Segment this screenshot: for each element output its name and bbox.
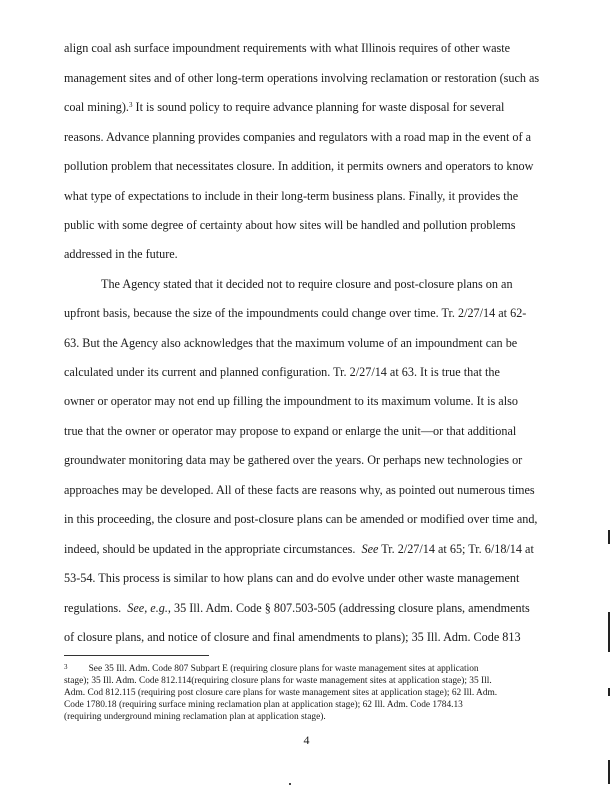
footnote-ref-3: 3	[128, 101, 133, 109]
footnote-line-4: Code 1780.18 (requiring surface mining reclamation plan at application stage); 62 Ill. Adm. Code 1784.13	[64, 700, 463, 710]
body-line-11: 63. But the Agency also acknowledges that the maximum volume of an impoundment can be	[64, 336, 518, 350]
citation-signal-see: See	[361, 542, 379, 556]
body-line-8: addressed in the future.	[64, 247, 178, 261]
body-line-18	[64, 542, 534, 556]
footnote-line-2: stage); 35 Ill. Adm. Code 812.114(requiring closure plans for waste management sites at application stage); 35 Ill.	[64, 676, 492, 686]
body-line-20-start: regulations.	[64, 601, 122, 615]
body-line-18-rest: Tr. 2/27/14 at 65; Tr. 6/18/14 at	[378, 542, 534, 556]
body-line-16: approaches may be developed. All of these facts are reasons why, as pointed out numerous times	[64, 483, 535, 497]
footnote-line-1	[64, 664, 479, 675]
body-line-17: in this proceeding, the closure and post-closure plans can be amended or modified over time and,	[64, 512, 538, 526]
body-line-18-start: indeed, should be updated in the appropriate circumstances.	[64, 542, 356, 556]
body-line-20	[64, 601, 530, 615]
scan-edge-mark-4	[608, 760, 610, 784]
scan-edge-mark-2	[608, 612, 610, 652]
body-line-2: management sites and of other long-term operations involving reclamation or restoration (such as	[64, 71, 540, 85]
body-line-12: calculated under its current and planned configuration. Tr. 2/27/14 at 63. It is true that the	[64, 365, 500, 379]
body-line-15: groundwater monitoring data may be gathered over the years. Or perhaps new technologies or	[64, 453, 523, 467]
body-line-20-rest: , 35 Ill. Adm. Code § 807.503-505 (addressing closure plans, amendments	[167, 601, 530, 615]
body-line-21: of closure plans, and notice of closure and final amendments to plans); 35 Ill. Adm. Code 813	[64, 630, 521, 644]
body-line-10: upfront basis, because the size of the impoundments could change over time. Tr. 2/27/14 at 62-	[64, 306, 527, 320]
body-line-1: align coal ash surface impoundment requirements with what Illinois requires of other waste	[64, 41, 511, 55]
body-line-3-start: coal mining).	[64, 100, 129, 114]
scan-edge-mark-1	[608, 530, 610, 544]
body-line-3	[64, 100, 504, 114]
footnote-separator	[64, 655, 209, 656]
body-line-19: 53-54. This process is similar to how plans can and do evolve under other waste management	[64, 571, 520, 585]
footnote-line-1-text: See 35 Ill. Adm. Code 807 Subpart E (requiring closure plans for waste management sites at application	[88, 664, 479, 674]
body-line-5: pollution problem that necessitates closure. In addition, it permits owners and operators to know	[64, 159, 534, 173]
body-line-7: public with some degree of certainty about how sites will be handled and pollution problems	[64, 218, 516, 232]
body-line-3-rest: It is sound policy to require advance planning for waste disposal for several	[132, 100, 505, 114]
scan-speck	[289, 783, 291, 785]
body-line-9: The Agency stated that it decided not to require closure and post-closure plans on an	[101, 277, 513, 291]
body-line-13: owner or operator may not end up filling the impoundment to its maximum volume. It is also	[64, 394, 518, 408]
body-line-6: what type of expectations to include in their long-term business plans. Finally, it provides the	[64, 189, 519, 203]
citation-signal-see-eg: See, e.g.	[127, 601, 168, 615]
body-line-4: reasons. Advance planning provides companies and regulators with a road map in the event of a	[64, 130, 532, 144]
footnote-line-5: (requiring underground mining reclamation plan at application stage).	[64, 712, 326, 722]
body-line-14: true that the owner or operator may propose to expand or enlarge the unit—or that additional	[64, 424, 517, 438]
page-number: 4	[303, 733, 310, 747]
footnote-marker: 3	[64, 663, 68, 671]
footnote-line-3: Adm. Cod 812.115 (requiring post closure care plans for waste management sites at application stage); 62 Ill. Adm.	[64, 688, 498, 698]
scan-edge-mark-3	[608, 688, 610, 696]
